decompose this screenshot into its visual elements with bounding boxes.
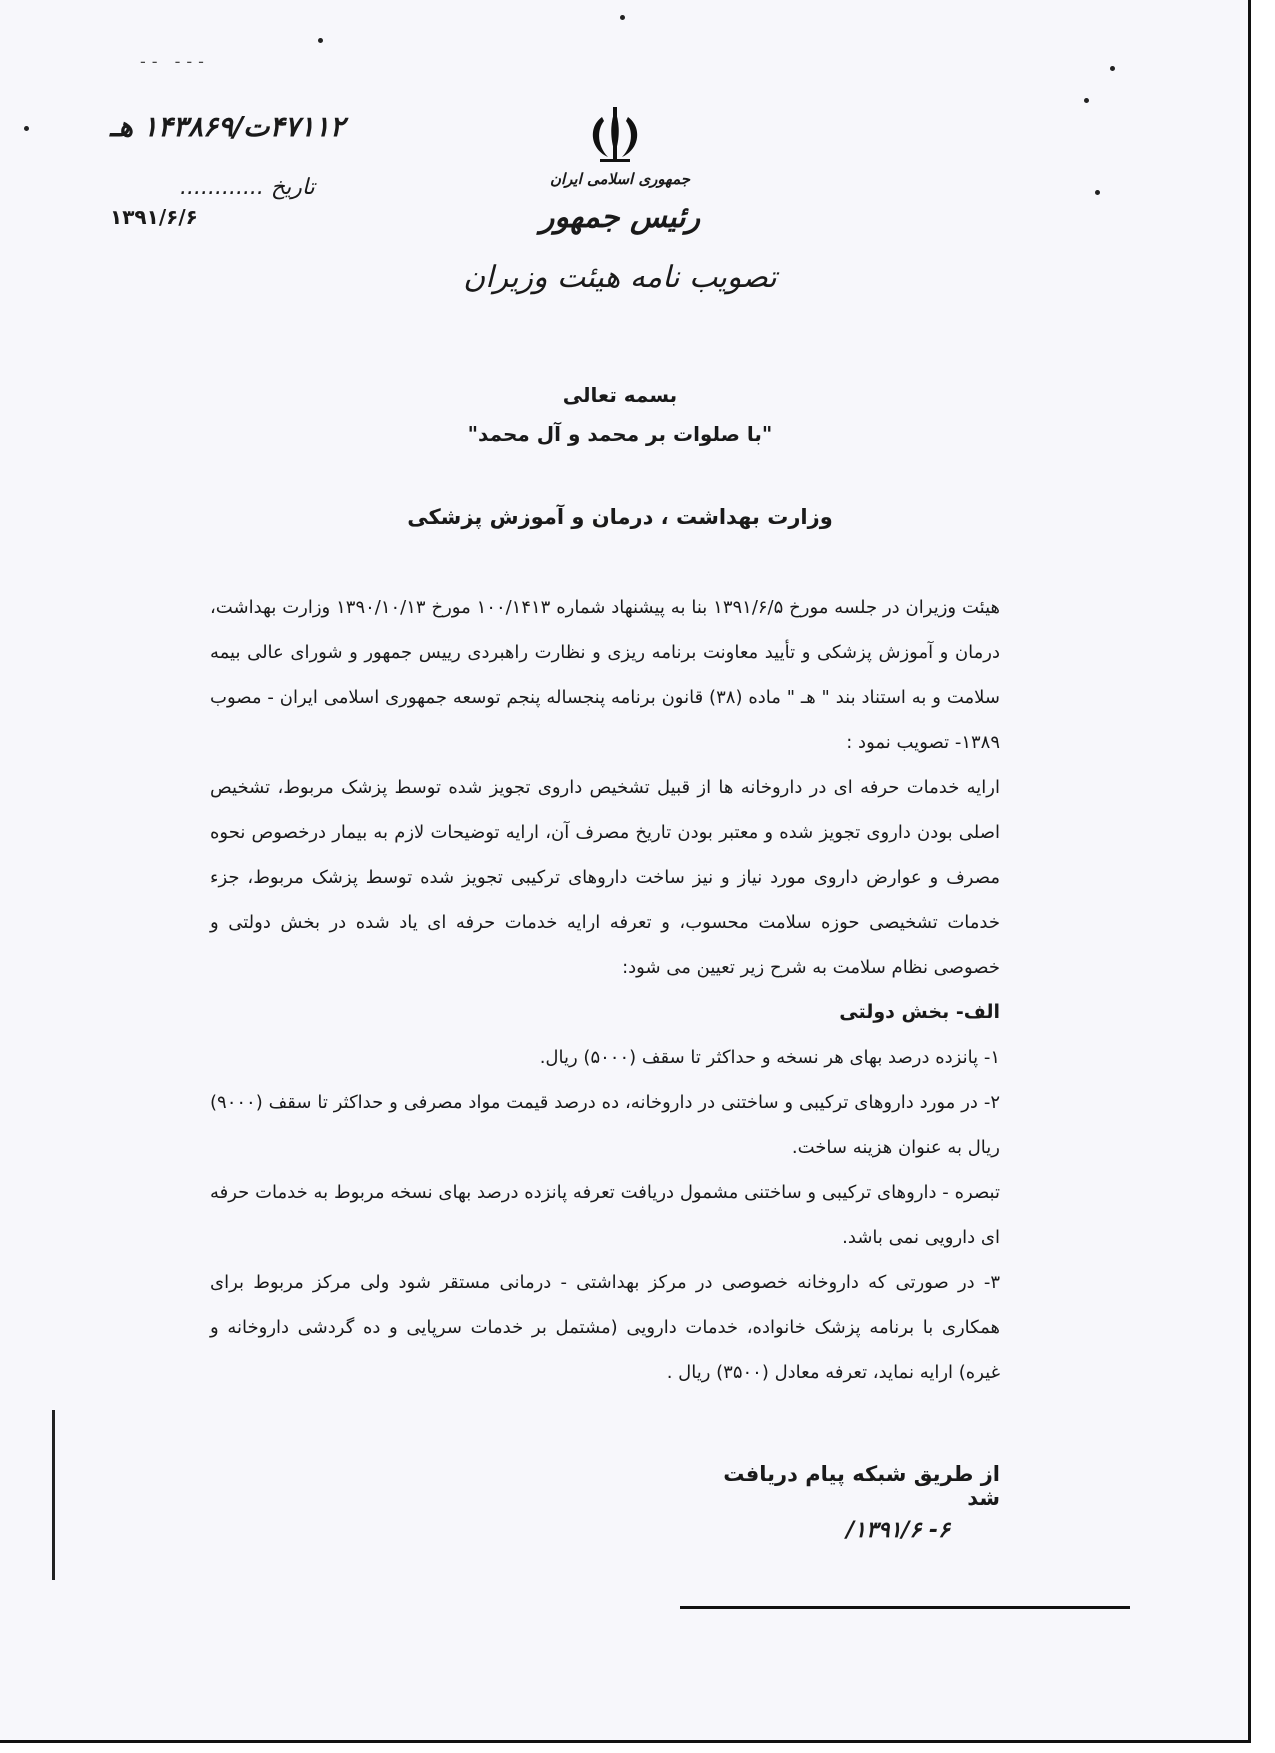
footer-rule — [680, 1606, 1130, 1609]
received-note: از طریق شبکه پیام دریافت شد — [723, 1462, 1000, 1510]
item-1: ۱- پانزده درصد بهای هر نسخه و حداکثر تا سقف (۵۰۰۰) ریال. — [539, 1047, 1000, 1068]
bismillah: بسمه تعالی — [562, 383, 678, 407]
section-a-title: الف- بخش دولتی — [839, 1001, 1000, 1023]
date-label: تاریخ ............ — [180, 175, 315, 200]
scan-speck — [24, 126, 29, 131]
note-paragraph: تبصره - داروهای ترکیبی و ساختنی مشمول دریافت تعرفه پانزده درصد بهای نسخه مربوط به خدمات حرفه ای دارویی نمی باشد. — [210, 1182, 1000, 1248]
decree-body — [210, 585, 1000, 1395]
scan-speck — [1110, 66, 1115, 71]
iran-emblem-icon — [580, 105, 650, 165]
approval-title: تصویب نامه هیئت وزیران — [463, 260, 777, 295]
president-label: رئیس جمهور — [539, 200, 701, 235]
services-paragraph: ارایه خدمات حرفه ای در داروخانه ها از قبیل تشخیص داروی تجویز شده توسط پزشک مربوط، تشخیص اصلی بودن داروی تجویز شده و معتبر بودن تاریخ مصرف آن، ارایه توضیحات لازم به بیمار درخصوص نحوه مصرف و عوارض داروی مورد نیاز و نیز ساخت داروهای ترکیبی تجویز شده توسط پزشک مربوط، جزء خدمات تشخیصی حوزه سلامت محسوب، و تعرفه ارایه خدمات حرفه ای یاد شده در بخش دولتی و خصوصی نظام سلامت به شرح زیر تعیین می شود: — [210, 777, 1000, 978]
item-2: ۲- در مورد داروهای ترکیبی و ساختنی در داروخانه، ده درصد قیمت مواد مصرفی و حداکثر تا سقف (۹۰۰۰) ریال به عنوان هزینه ساخت. — [210, 1092, 1000, 1158]
scan-speck — [1095, 190, 1100, 195]
salawat: "با صلوات بر محمد و آل محمد" — [467, 422, 773, 446]
item-3: ۳- در صورتی که داروخانه خصوصی در مرکز بهداشتی - درمانی مستقر شود ولی مرکز مربوط برای همکاری با برنامه پزشک خانواده، خدمات دارویی (مشتمل بر خدمات سرپایی و ده گردشی داروخانه و غیره) ارایه نماید، تعرفه معادل (۳۵۰۰) ریال . — [210, 1272, 1000, 1383]
received-date: ۶- ۱۳۹۱/۶/ — [846, 1518, 950, 1543]
scan-speck — [620, 15, 625, 20]
republic-label: جمهوری اسلامی ایران — [549, 170, 691, 188]
letter-date: ۱۳۹۱/۶/۶ — [110, 205, 198, 229]
margin-bar — [52, 1410, 55, 1580]
reference-number: ۴۷۱۱۲ت/۱۴۳۸۶۹ هـ — [110, 110, 345, 143]
ministry-name: وزارت بهداشت ، درمان و آموزش پزشکی — [407, 505, 833, 529]
scan-speck — [318, 38, 323, 43]
scan-marks: -- --- — [140, 52, 210, 71]
intro-paragraph: هیئت وزیران در جلسه مورخ ۱۳۹۱/۶/۵ بنا به پیشنهاد شماره ۱۰۰/۱۴۱۳ مورخ ۱۳۹۰/۱۰/۱۳ وزارت بهداشت، درمان و آموزش پزشکی و تأیید معاونت برنامه ریزی و نظارت راهبردی رییس جمهور و شورای عالی بیمه سلامت و به استناد بند " هـ " ماده (۳۸) قانون برنامه پنجساله پنجم توسعه جمهوری اسلامی ایران - مصوب ۱۳۸۹- تصویب نمود : — [210, 597, 1000, 753]
scan-speck — [1084, 98, 1089, 103]
